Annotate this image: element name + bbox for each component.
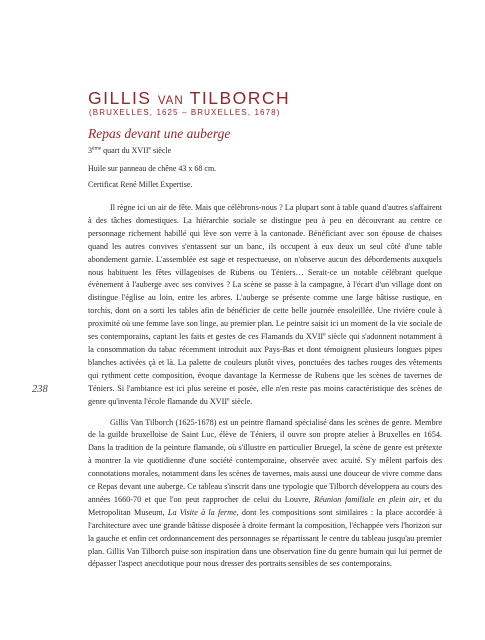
artwork-date [88,146,171,155]
artwork-certificate: Certificat René Millet Expertise. [88,180,193,189]
date-prefix-superscript: ème [92,145,102,152]
artist-dates: (BRUXELLES, 1625 – BRUXELLES, 1678) [89,108,281,117]
p1-century-superscript-2: e [227,395,230,402]
p2-louvre-work-title: Réunion familiale en plein air [314,494,419,504]
date-middle: quart du XVII [101,146,149,155]
p1-text-c: siècle. [229,396,253,406]
p1-text-b: siècle qui s'adonnent notamment à la consommation du tabac récemment introduit aux Pays-Bas et dont témoignent plusieurs longues pipes blanches activées çà et là. La palette de couleurs plutôt vives, ponctuées des taches rouges des vêtements qui rythment cette composition, évoque davantage la Kermesse de Rubens que les scènes de tavernes de Téniers. Si l'ambiance est ici plus sereine et posée, elle n'en reste pas moins caractéristique des scènes de genre qu'inventa l'école flamande du XVII [88,332,442,406]
p2-text-c: , dont les compositions sont similaires : la place accordée à l'architecture avec une grande bâtisse disposée à droite fermant la composition, l'échappée vers l'horizon sur la gauche et enfin cet ordonnancement des personnages se répartissant le centre du tableau jusqu'au premier plan. Gillis Van Tilborch puise son inspiration dans une observation fine du genre humain qui lui permet de dépasser l'aspect anecdotique pour nous dresser des portraits sensibles de ses contemporains. [88,507,442,569]
essay-paragraph-2 [88,417,442,572]
essay-body [88,202,442,571]
p2-text-b: , et du Metropolitan Museum, [88,494,442,517]
artist-name [88,88,290,109]
date-century-superscript: e [148,145,151,152]
artist-name-particle: VAN [157,95,184,107]
page-number: 238 [32,384,48,395]
essay-paragraph-1 [88,202,442,409]
artwork-medium: Huile sur panneau de chêne 43 x 68 cm. [88,164,217,173]
p1-text-a: Il règne ici un air de fête. Mais que célèbrons-nous ? La plupart sont à table quand d'autres s'affairent à des tâches domestiques. La hiérarchie sociale se distingue peu à peu en découvrant au centre ce personnage richement habillé qui lève son verre à la cantonade. Bénéficiant avec son épouse de chaises quand les autres convives s'entassent sur un banc, ils occupent à eux deux un seul côté d'une table abondement garnie. L'assemblée est sage et respectueuse, on n'observe aucun des débordements auxquels nous habituent les fêtes villageoises de Rubens ou Téniers… Serait-ce un notable célébrant quelque évènement à l'auberge avec ses convives ? La scène se passe à la campagne, à l'écart d'un village dont on distingue l'église au loin, entre les arbres. L'auberge se présente comme une large bâtisse rustique, en torchis, dont on a sorti les tables afin de bénéficier de cette belle journée ensoleillée. Une rivière coule à proximité où une femme lave son linge, au premier plan. Le peintre saisit ici un moment de la vie sociale de ses contemporains, captant les faits et gestes de ces Flamands du XVII [88,203,442,342]
date-suffix: siècle [150,146,172,155]
p1-century-superscript-1: e [323,331,326,338]
p2-met-work-title: La Visite à la ferme [167,507,237,517]
artist-name-first: GILLIS [88,88,158,108]
artwork-title: Repas devant une auberge [88,126,231,141]
p2-text-a: Gillis Van Tilborch (1625-1678) est un peintre flamand spécialisé dans les scènes de genre. Membre de la guilde bruxelloise de Saint Luc, élève de Téniers, il ouvre son propre atelier à Bruxelles en 1654. Dans la tradition de la peinture flamande, où s'illustre en particulier Bruegel, la scène de genre est prétexte à montrer la vie quotidienne d'une société contemporaine, observée avec acuité. S'y mêlent parfois des connotations morales, notamment dans les scènes de tavernes, mais aussi une douceur de vivre comme dans ce Repas devant une auberge. Ce tableau s'inscrit dans une typologie que Tilborch développera au cours des années 1660-70 et que l'on peut rapprocher de celui du Louvre, [88,417,442,504]
artist-name-last: TILBORCH [183,88,291,108]
date-prefix: 3 [88,146,92,155]
